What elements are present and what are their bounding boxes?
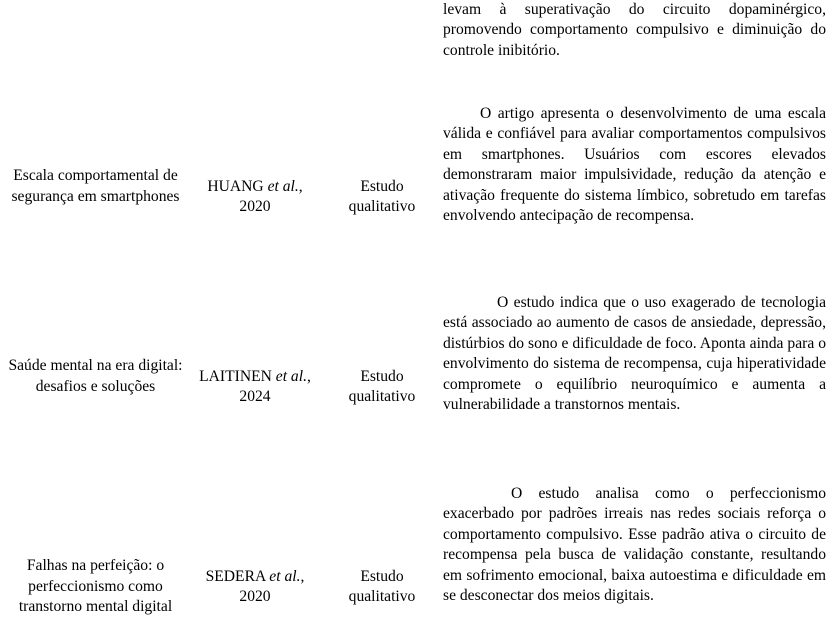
type-cell: Estudo qualitativo xyxy=(348,367,416,406)
author-name: HUANG xyxy=(207,177,264,195)
result-text: levam à superativação do circuito dopaminérgico, promovendo comportamento compulsivo e diminuição do controle inibitório. xyxy=(443,0,826,59)
type-cell: Estudo qualitativo xyxy=(348,177,416,216)
author-etal: et al. xyxy=(269,567,301,585)
author-cell: HUANG et al., 2020 xyxy=(207,177,303,216)
title-cell: Falhas na perfeição: o perfeccionismo como transtorno mental digital xyxy=(18,557,173,616)
result-cell xyxy=(443,484,826,608)
result-text: O artigo apresenta o desenvolvimento de uma escala válida e confiável para avaliar comportamentos compulsivos em smartphones. Usuários com escores elevados demonstraram maior impulsividade, redução da atenção e ativação frequente do sistema límbico, sobretudo em tarefas envolvendo antecipação de recompensa. xyxy=(443,104,826,225)
result-cell xyxy=(443,293,826,417)
author-year: 2024 xyxy=(239,388,271,406)
author-name: LAITINEN xyxy=(199,367,272,385)
result-text: O estudo indica que o uso exagerado de tecnologia está associado ao aumento de casos de ansiedade, depressão, distúrbios do sono e dificuldade de foco. Aponta ainda para o envolvimento do sistema de recompensa, cuja hiperatividade compromete o equilíbrio neuroquímico e aumenta a vulnerabilidade a transtornos mentais. xyxy=(443,293,826,414)
type-cell: Estudo qualitativo xyxy=(348,567,416,606)
author-year: 2020 xyxy=(239,588,271,606)
author-year: 2020 xyxy=(239,198,271,216)
author-etal: et al. xyxy=(267,177,299,195)
result-cell xyxy=(443,0,826,61)
author-name: SEDERA xyxy=(205,567,266,585)
author-cell: LAITINEN et al., 2024 xyxy=(199,367,311,406)
title-cell: Saúde mental na era digital: desafios e soluções xyxy=(8,357,183,395)
result-cell xyxy=(443,104,826,228)
title-cell: Escala comportamental de segurança em smartphones xyxy=(11,167,180,205)
author-etal: et al. xyxy=(275,367,307,385)
author-cell: SEDERA et al., 2020 xyxy=(205,567,305,606)
result-text: O estudo analisa como o perfeccionismo exacerbado por padrões irreais nas redes sociais reforça o comportamento compulsivo. Esse padrão ativa o circuito de recompensa pela busca de validação constante, resultando em sofrimento emocional, baixa autoestima e dificuldade em se desconectar dos meios digitais. xyxy=(443,484,826,605)
